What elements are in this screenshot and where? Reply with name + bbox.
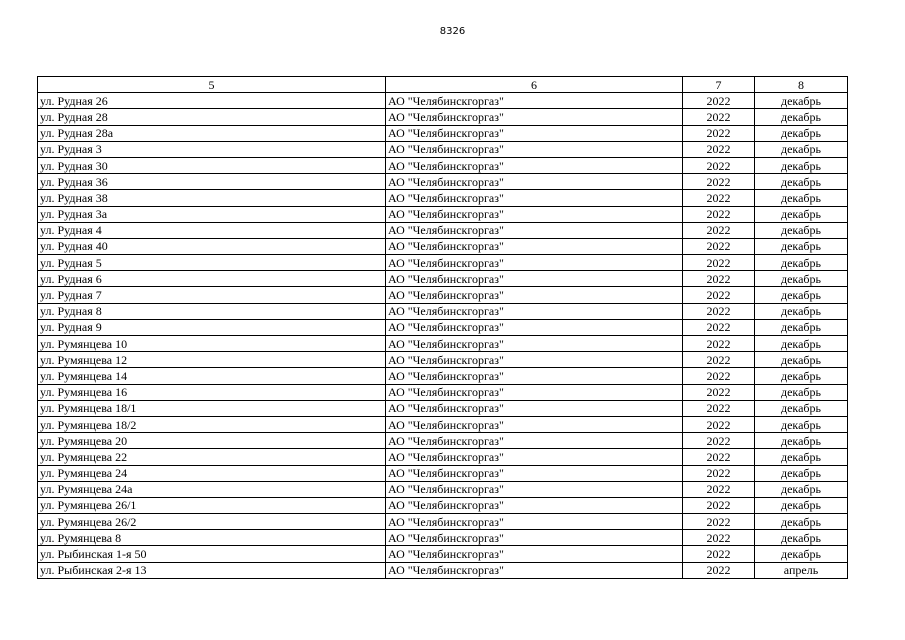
table-row [38,287,848,303]
cell-address: ул. Рудная 8 [38,303,386,319]
cell-month: апрель [755,562,848,578]
table-row [38,303,848,319]
cell-address: ул. Румянцева 26/2 [38,514,386,530]
cell-address: ул. Румянцева 24а [38,481,386,497]
cell-year: 2022 [683,514,755,530]
cell-month: декабрь [755,255,848,271]
cell-month: декабрь [755,109,848,125]
table-row [38,109,848,125]
cell-month: декабрь [755,384,848,400]
cell-organization: АО "Челябинскгоргаз" [386,125,683,141]
cell-month: декабрь [755,319,848,335]
table-row [38,206,848,222]
cell-address: ул. Рудная 36 [38,174,386,190]
cell-organization: АО "Челябинскгоргаз" [386,400,683,416]
cell-organization: АО "Челябинскгоргаз" [386,287,683,303]
cell-address: ул. Рудная 30 [38,157,386,173]
cell-month: декабрь [755,206,848,222]
cell-organization: АО "Челябинскгоргаз" [386,271,683,287]
cell-month: декабрь [755,514,848,530]
cell-organization: АО "Челябинскгоргаз" [386,368,683,384]
cell-organization: АО "Челябинскгоргаз" [386,530,683,546]
cell-year: 2022 [683,481,755,497]
table-row [38,238,848,254]
table-row [38,174,848,190]
cell-year: 2022 [683,303,755,319]
table-row [38,400,848,416]
cell-month: декабрь [755,416,848,432]
cell-address: ул. Рыбинская 2-я 13 [38,562,386,578]
cell-address: ул. Рудная 3 [38,141,386,157]
column-header-organization: 6 [386,77,683,93]
cell-month: декабрь [755,352,848,368]
cell-organization: АО "Челябинскгоргаз" [386,384,683,400]
cell-address: ул. Рудная 28 [38,109,386,125]
table-row [38,271,848,287]
cell-organization: АО "Челябинскгоргаз" [386,303,683,319]
table-row [38,384,848,400]
cell-month: декабрь [755,530,848,546]
cell-year: 2022 [683,400,755,416]
cell-month: декабрь [755,174,848,190]
cell-organization: АО "Челябинскгоргаз" [386,352,683,368]
cell-year: 2022 [683,352,755,368]
cell-organization: АО "Челябинскгоргаз" [386,255,683,271]
cell-organization: АО "Челябинскгоргаз" [386,546,683,562]
table-row [38,319,848,335]
table-row [38,93,848,109]
table-row [38,141,848,157]
cell-address: ул. Рудная 9 [38,319,386,335]
cell-month: декабрь [755,238,848,254]
cell-month: декабрь [755,336,848,352]
cell-year: 2022 [683,174,755,190]
table-row [38,368,848,384]
cell-month: декабрь [755,481,848,497]
cell-organization: АО "Челябинскгоргаз" [386,222,683,238]
cell-address: ул. Румянцева 14 [38,368,386,384]
cell-year: 2022 [683,271,755,287]
table-row [38,514,848,530]
table-row [38,465,848,481]
cell-organization: АО "Челябинскгоргаз" [386,319,683,335]
cell-year: 2022 [683,336,755,352]
table-row [38,497,848,513]
table-row [38,222,848,238]
cell-address: ул. Рыбинская 1-я 50 [38,546,386,562]
cell-year: 2022 [683,546,755,562]
cell-address: ул. Румянцева 16 [38,384,386,400]
cell-year: 2022 [683,497,755,513]
cell-month: декабрь [755,157,848,173]
cell-address: ул. Рудная 3а [38,206,386,222]
cell-address: ул. Румянцева 12 [38,352,386,368]
cell-month: декабрь [755,497,848,513]
cell-month: декабрь [755,303,848,319]
table-row [38,562,848,578]
cell-month: декабрь [755,449,848,465]
cell-year: 2022 [683,141,755,157]
cell-month: декабрь [755,287,848,303]
page-number: 8326 [439,26,466,37]
cell-organization: АО "Челябинскгоргаз" [386,449,683,465]
cell-month: декабрь [755,400,848,416]
cell-month: декабрь [755,222,848,238]
table-row [38,416,848,432]
column-header-address: 5 [38,77,386,93]
cell-address: ул. Рудная 28а [38,125,386,141]
cell-month: декабрь [755,465,848,481]
cell-organization: АО "Челябинскгоргаз" [386,481,683,497]
table-row [38,125,848,141]
cell-address: ул. Румянцева 8 [38,530,386,546]
cell-organization: АО "Челябинскгоргаз" [386,465,683,481]
table-row [38,336,848,352]
cell-organization: АО "Челябинскгоргаз" [386,206,683,222]
cell-year: 2022 [683,125,755,141]
cell-month: декабрь [755,141,848,157]
cell-address: ул. Рудная 38 [38,190,386,206]
cell-organization: АО "Челябинскгоргаз" [386,157,683,173]
cell-address: ул. Румянцева 18/1 [38,400,386,416]
cell-year: 2022 [683,255,755,271]
cell-year: 2022 [683,530,755,546]
cell-month: декабрь [755,93,848,109]
cell-address: ул. Румянцева 22 [38,449,386,465]
cell-year: 2022 [683,384,755,400]
cell-organization: АО "Челябинскгоргаз" [386,190,683,206]
cell-month: декабрь [755,190,848,206]
cell-organization: АО "Челябинскгоргаз" [386,514,683,530]
cell-year: 2022 [683,190,755,206]
cell-organization: АО "Челябинскгоргаз" [386,416,683,432]
cell-year: 2022 [683,206,755,222]
cell-address: ул. Рудная 6 [38,271,386,287]
cell-organization: АО "Челябинскгоргаз" [386,109,683,125]
cell-year: 2022 [683,287,755,303]
cell-address: ул. Рудная 4 [38,222,386,238]
table-row [38,433,848,449]
cell-year: 2022 [683,433,755,449]
cell-month: декабрь [755,546,848,562]
cell-organization: АО "Челябинскгоргаз" [386,174,683,190]
cell-year: 2022 [683,319,755,335]
cell-organization: АО "Челябинскгоргаз" [386,336,683,352]
table-row [38,190,848,206]
cell-month: декабрь [755,125,848,141]
cell-organization: АО "Челябинскгоргаз" [386,238,683,254]
schedule-table [37,76,848,579]
table-row [38,352,848,368]
cell-month: декабрь [755,368,848,384]
cell-month: декабрь [755,271,848,287]
cell-address: ул. Рудная 40 [38,238,386,254]
cell-year: 2022 [683,416,755,432]
cell-month: декабрь [755,433,848,449]
table-row [38,481,848,497]
table-row [38,157,848,173]
column-header-year: 7 [683,77,755,93]
cell-address: ул. Румянцева 18/2 [38,416,386,432]
table-row [38,530,848,546]
cell-year: 2022 [683,238,755,254]
cell-address: ул. Румянцева 24 [38,465,386,481]
cell-address: ул. Рудная 7 [38,287,386,303]
cell-year: 2022 [683,562,755,578]
cell-organization: АО "Челябинскгоргаз" [386,562,683,578]
table-row [38,449,848,465]
cell-year: 2022 [683,222,755,238]
cell-address: ул. Рудная 26 [38,93,386,109]
cell-address: ул. Румянцева 10 [38,336,386,352]
cell-year: 2022 [683,449,755,465]
cell-year: 2022 [683,157,755,173]
cell-year: 2022 [683,368,755,384]
cell-address: ул. Рудная 5 [38,255,386,271]
table-body [38,93,848,579]
cell-address: ул. Румянцева 26/1 [38,497,386,513]
cell-organization: АО "Челябинскгоргаз" [386,141,683,157]
cell-organization: АО "Челябинскгоргаз" [386,433,683,449]
cell-organization: АО "Челябинскгоргаз" [386,93,683,109]
table-row [38,546,848,562]
column-header-month: 8 [755,77,848,93]
cell-address: ул. Румянцева 20 [38,433,386,449]
cell-organization: АО "Челябинскгоргаз" [386,497,683,513]
cell-year: 2022 [683,109,755,125]
cell-year: 2022 [683,93,755,109]
table-header-row [38,77,848,93]
cell-year: 2022 [683,465,755,481]
table-row [38,255,848,271]
